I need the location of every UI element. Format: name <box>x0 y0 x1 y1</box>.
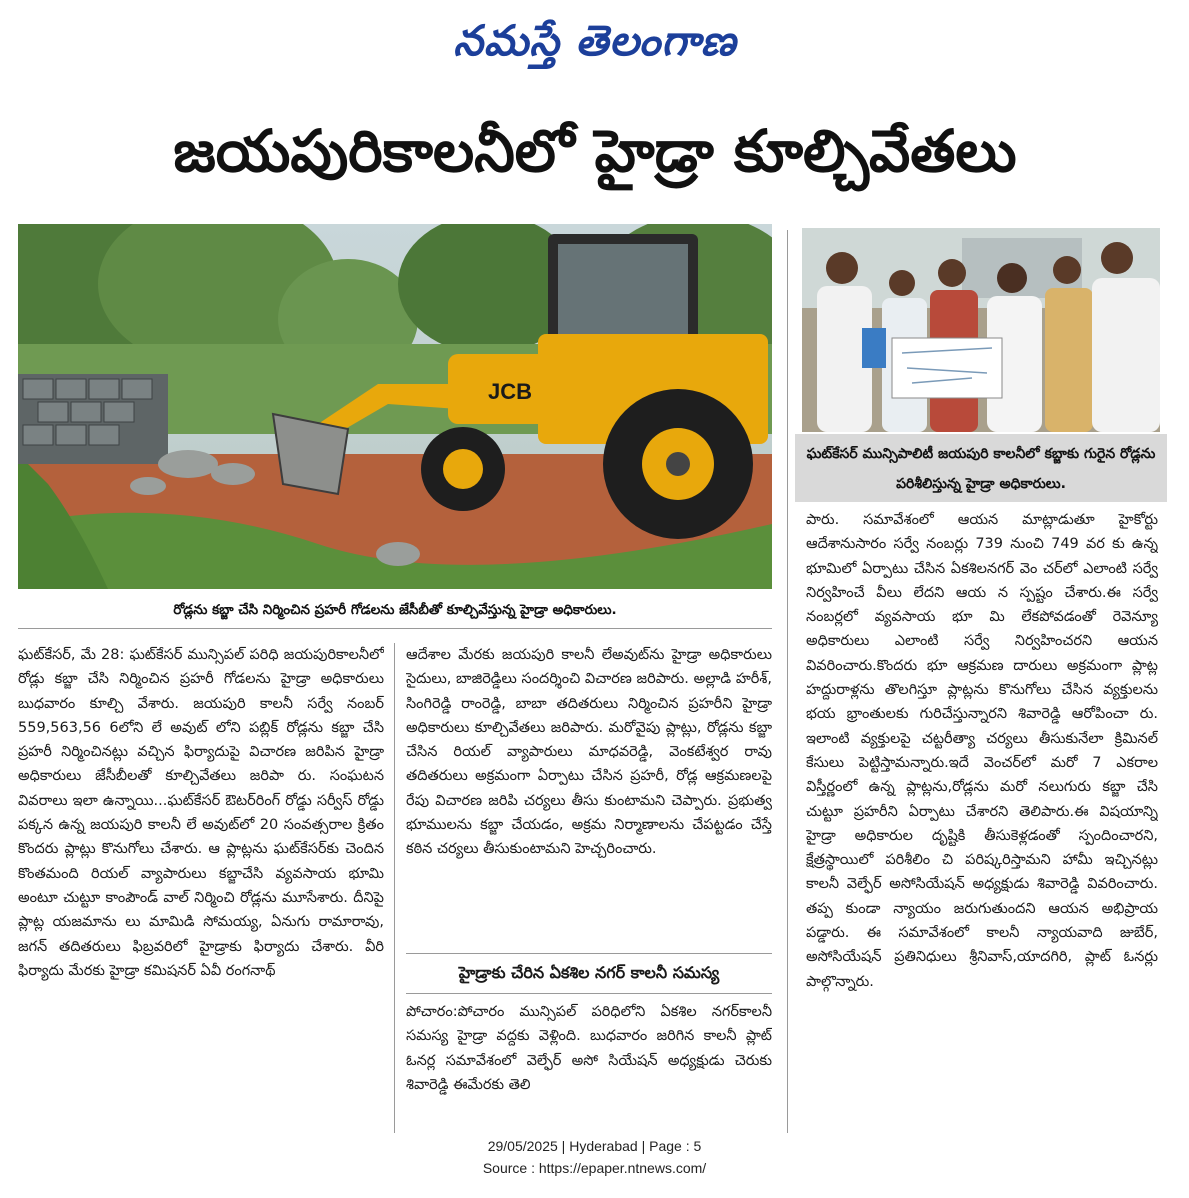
divider-line <box>406 953 772 954</box>
main-photo-caption: రోడ్లను కబ్జా చేసి నిర్మించిన ప్రహరీ గోడలను జేసీబీతో కూల్చివేస్తున్న హైడ్రా అధికారులు. <box>173 602 617 618</box>
side-photo <box>802 228 1160 432</box>
main-photo <box>18 224 772 589</box>
side-photo-caption: ఘట్‌కేసర్ మున్సిపాలిటీ జయపురి కాలనీలో కబ్జాకు గురైన రోడ్లను పరిశీలిస్తున్న హైడ్రా అధికారులు. <box>795 434 1167 502</box>
footer-source-link[interactable]: Source : https://epaper.ntnews.com/ <box>482 1160 707 1176</box>
excavator-illustration <box>18 224 772 589</box>
officials-illustration <box>802 228 1160 432</box>
divider-line <box>406 993 772 994</box>
headline: జయపురికాలనీలో హైడ్రా కూల్చివేతలు <box>173 117 1017 185</box>
article-column-3: పారు. సమావేశంలో ఆయన మాట్లాడుతూ హైకోర్టు ఆదేశానుసారం సర్వే నంబర్లు 739 నుంచి 749 వర కు ఉన్న భూమిలో ఏర్పాటు చేసిన ఏకశిలనగర్ వెం చర్‌లో ఎలాంటి సర్వే నిర్వహించే వీలు లేదని ఆయ న స్పష్టం చేశారు.ఈ సర్వే నంబర్లలో వ్యవసాయ భూ మి లేకపోవడంతో రెవెన్యూ అధికారులు ఎలాంటి సర్వే నిర్వహించరని ఆయన వివరించారు.కొందరు భూ ఆక్రమణ దారులు అక్రమంగా ప్లాట్ల హద్దురాళ్లను తొలగిస్తూ ప్లాట్లను కొనుగోలు చేసిన వ్యక్తులను భయ భ్రాంతులకు గురిచేస్తున్నారని శివారెడ్డి ఆరోపించా రు. ఇలాంటి వ్యక్తులపై చట్టరీత్యా చర్యలు తీసుకునేలా క్రిమినల్ కేసులు పెట్టిస్తామన్నారు.ఇదే వెంచర్‌లో మరో 7 ఎకరాల విస్తీర్ణంలో ఉన్న ప్లాట్లను,రోడ్లను మరో నలుగురు కబ్జా చేసి చుట్టూ ప్రహరీని ఏర్పాటు చేశారని తెలిపారు.ఈ విషయాన్ని హైడ్రా అధికారుల దృష్టికి తీసుకెళ్లడంతో స్పందించారని, క్షేత్రస్థాయిలో పరిశీలిం చి పరిష్కరిస్తామని హామీ ఇచ్చినట్లు కాలనీ వెల్ఫేర్ అసోసియేషన్ అధ్యక్షుడు శివారెడ్డి వివరించారు. తప్ప కుండా న్యాయం జరుగుతుందని ఆయన అభిప్రాయ పడ్డారు. ఈ సమావేశంలో కాలనీ న్యాయవాది జుబేర్, అసోసియేషన్ ప్రతినిధులు శ్రీనివాస్,యాదగిరి, ప్లాట్ ఓనర్లు పాల్గొన్నారు. <box>806 512 1158 990</box>
jcb-logo-text: JCB <box>488 379 533 404</box>
column-divider <box>394 643 395 1133</box>
sub-headline: హైడ్రాకు చేరిన ఏకశిల నగర్ కాలనీ సమస్య <box>458 963 720 982</box>
article-column-2: ఆదేశాల మేరకు జయపురి కాలనీ లేఅవుట్‌ను హైడ్రా అధికారులు సైదులు, బాజిరెడ్డిలు సందర్శించి విచారణ జరిపారు. అల్లాడి హరీశ్, సింగిరెడ్డి రాంరెడ్డి, బాబా తదితరులు నిర్మించిన ప్రహరీని హైడ్రా అధికారులు కూల్చివేతలు జరిపారు. మరోవైపు ప్లాట్లు, రోడ్లను కబ్జా చేసిన రియల్ వ్యాపారులు మాధవరెడ్డి, వెంకటేశ్వర రావు తదితరులు అక్రమంగా ఏర్పాటు చేసిన ప్రహరీ, రోడ్ల ఆక్రమణలపై రేపు విచారణ జరిపి చర్యలు తీసు కుంటామని చెప్పారు. ప్రభుత్వ భూములను కబ్జా చేయడం, అక్రమ నిర్మాణాలను చేపట్టడం చేస్తే కఠిన చర్యలు తీసుకుంటామని హెచ్చరించారు. <box>406 647 772 858</box>
footer-date-edition: 29/05/2025 | Hyderabad | Page : 5 <box>487 1138 702 1154</box>
column-divider <box>787 230 788 1133</box>
masthead-logo: నమస్తే తెలంగాణ <box>453 16 737 65</box>
divider-line <box>18 628 772 629</box>
article-column-2b: పోచారం:పోచారం మున్సిపల్ పరిధిలోని ఏకశిల నగర్‌కాలనీ సమస్య హైడ్రా వద్దకు వెళ్లింది. బుధవారం జరిగిన కాలనీ ప్లాట్ ఓనర్ల సమావేశంలో వెల్ఫేర్ అసో సియేషన్ అధ్యక్షుడు చెరుకు శివారెడ్డి ఈమేరకు తెలి <box>406 1004 772 1093</box>
article-column-1: ఘట్‌కేసర్, మే 28: ఘట్‌కేసర్ మున్సిపల్ పరిధి జయపురికాలనీలో రోడ్లు కబ్జా చేసి నిర్మించిన ప్రహరీ గోడలను హైడ్రా అధికారులు బుధవారం కూల్చి వేశారు. జయపురి కాలనీ సర్వే నంబర్ 559,563,56 6లోని లే అవుట్ లోని పబ్లిక్ రోడ్లను కబ్జా చేసి ప్రహరీ నిర్మించినట్లు వచ్చిన ఫిర్యాదుపై విచారణ జరిపిన హైడ్రా అధికారులు జేసీబీలతో కూల్చివేతలు జరిపా రు. సంఘటన వివరాలు ఇలా ఉన్నాయి...ఘట్‌కేసర్ ఔటర్‌రింగ్ రోడ్డు సర్వీస్ రోడ్డు పక్కన ఉన్న జయపురి కాలనీ లే అవుట్‌లో 20 సంవత్సరాల క్రితం కొందరు ప్లాట్లు కొనుగోలు చేశారు. ఆ ప్లాట్లను ఘట్‌కేసర్‌కు చెందిన కొంతమంది రియల్ వ్యాపారులు కబ్జాచేసి వ్యవసాయ భూమి అంటూ చుట్టూ కాంపౌండ్ వాల్ నిర్మించి రోడ్లను మూసేశారు. దీనిపై ప్లాట్ల యజమాను లు మామిడి సోమయ్య, ఏనుగు రామారావు, జగన్ తదితరులు ఫిబ్రవరిలో హైడ్రాకు ఫిర్యాదు చేశారు. వీరి ఫిర్యాదు మేరకు హైడ్రా కమిషనర్ ఏవీ రంగనాథ్ <box>18 647 384 979</box>
